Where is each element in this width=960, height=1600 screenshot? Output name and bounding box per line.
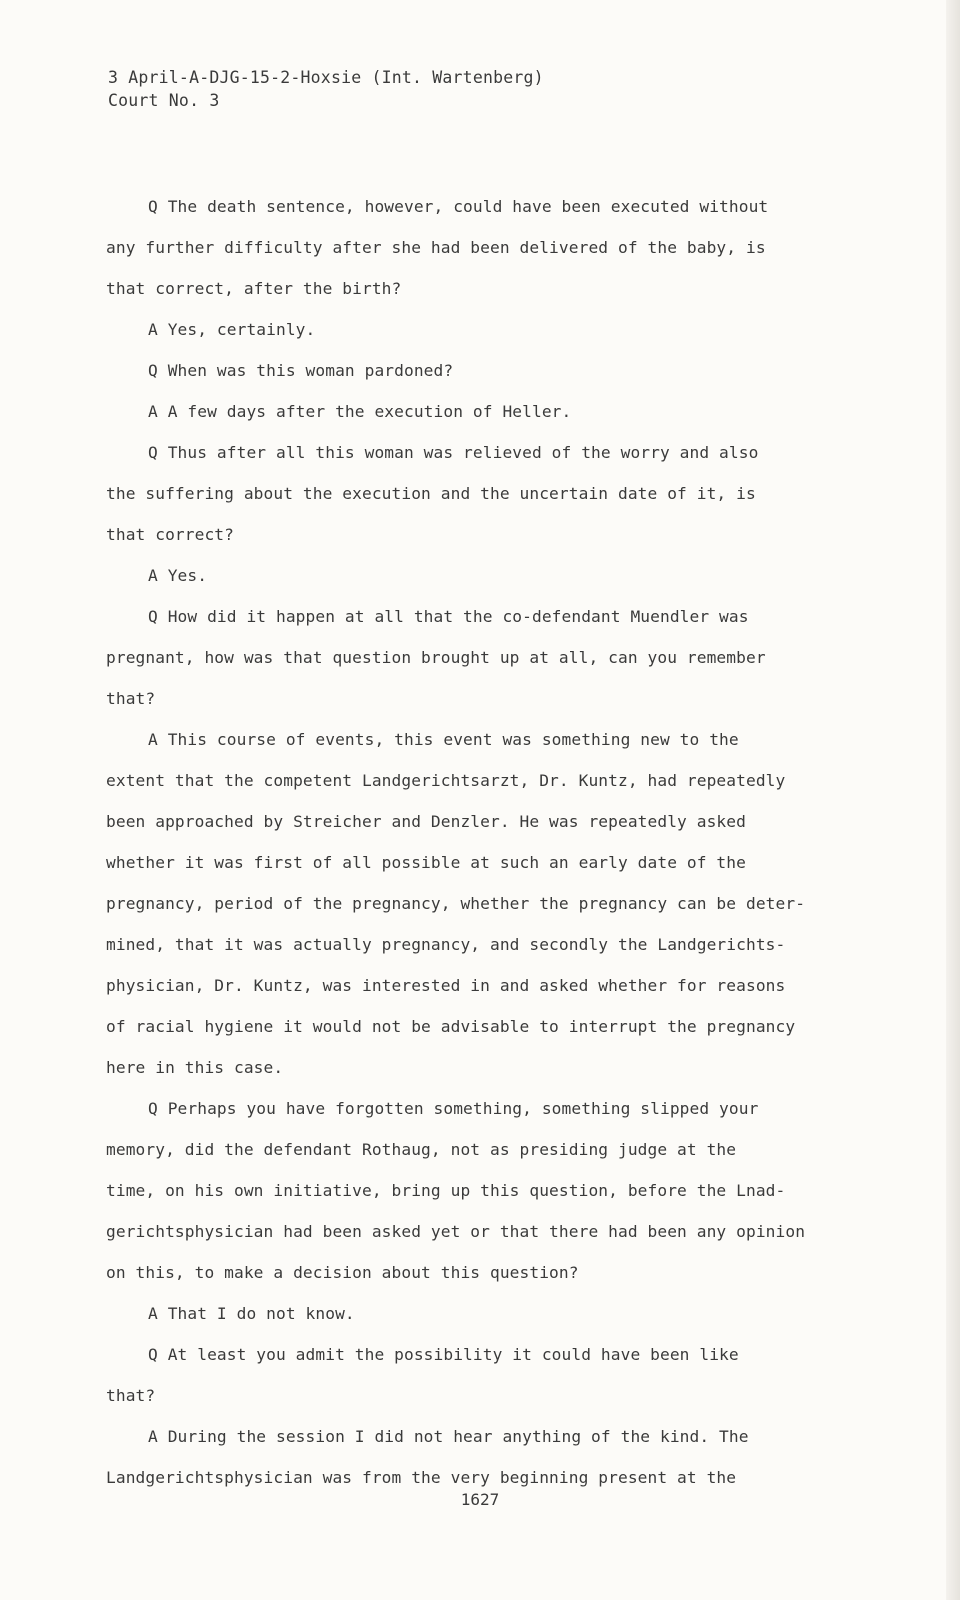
transcript-line: here in this case.	[106, 1058, 284, 1077]
transcript-line: A Yes.	[148, 566, 208, 585]
header-line-1: 3 April-A-DJG-15-2-Hoxsie (Int. Wartenberg)	[108, 68, 544, 87]
transcript-line: Q The death sentence, however, could have been executed without	[148, 197, 769, 216]
transcript-line: mined, that it was actually pregnancy, and secondly the Landgerichts-	[106, 935, 786, 954]
document-header	[108, 66, 544, 112]
page-number: 1627	[460, 1490, 500, 1509]
transcript-line: Q Perhaps you have forgotten something, something slipped your	[148, 1099, 759, 1118]
transcript-line: any further difficulty after she had been delivered of the baby, is	[106, 238, 766, 257]
transcript-line: A During the session I did not hear anything of the kind. The	[148, 1427, 749, 1446]
transcript-line: been approached by Streicher and Denzler. He was repeatedly asked	[106, 812, 746, 831]
transcript-line: memory, did the defendant Rothaug, not as presiding judge at the	[106, 1140, 737, 1159]
transcript-line: that correct, after the birth?	[106, 279, 402, 298]
transcript-line: A Yes, certainly.	[148, 320, 316, 339]
transcript-line: physician, Dr. Kuntz, was interested in and asked whether for reasons	[106, 976, 786, 995]
page-edge	[946, 0, 960, 1600]
transcript-line: the suffering about the execution and the uncertain date of it, is	[106, 484, 756, 503]
transcript-line: Q When was this woman pardoned?	[148, 361, 454, 380]
transcript-line: that?	[106, 689, 156, 708]
transcript-line: that?	[106, 1386, 156, 1405]
transcript-line: time, on his own initiative, bring up this question, before the Lnad-	[106, 1181, 786, 1200]
header-line-2: Court No. 3	[108, 91, 220, 110]
transcript-line: on this, to make a decision about this question?	[106, 1263, 579, 1282]
transcript-line: Q Thus after all this woman was relieved of the worry and also	[148, 443, 759, 462]
transcript-line: pregnancy, period of the pregnancy, whether the pregnancy can be deter-	[106, 894, 806, 913]
transcript-line: gerichtsphysician had been asked yet or that there had been any opinion	[106, 1222, 806, 1241]
transcript-line: Q How did it happen at all that the co-defendant Muendler was	[148, 607, 749, 626]
transcript-line: Q At least you admit the possibility it could have been like	[148, 1345, 739, 1364]
transcript-line: A A few days after the execution of Heller.	[148, 402, 572, 421]
transcript-line: extent that the competent Landgerichtsarzt, Dr. Kuntz, had repeatedly	[106, 771, 786, 790]
transcript-line: that correct?	[106, 525, 234, 544]
transcript-line: of racial hygiene it would not be advisable to interrupt the pregnancy	[106, 1017, 796, 1036]
transcript-line: pregnant, how was that question brought up at all, can you remember	[106, 648, 766, 667]
transcript-body	[106, 186, 826, 1498]
transcript-line: Landgerichtsphysician was from the very beginning present at the	[106, 1468, 737, 1487]
transcript-line: A This course of events, this event was something new to the	[148, 730, 739, 749]
transcript-line: whether it was first of all possible at such an early date of the	[106, 853, 746, 872]
transcript-line: A That I do not know.	[148, 1304, 355, 1323]
